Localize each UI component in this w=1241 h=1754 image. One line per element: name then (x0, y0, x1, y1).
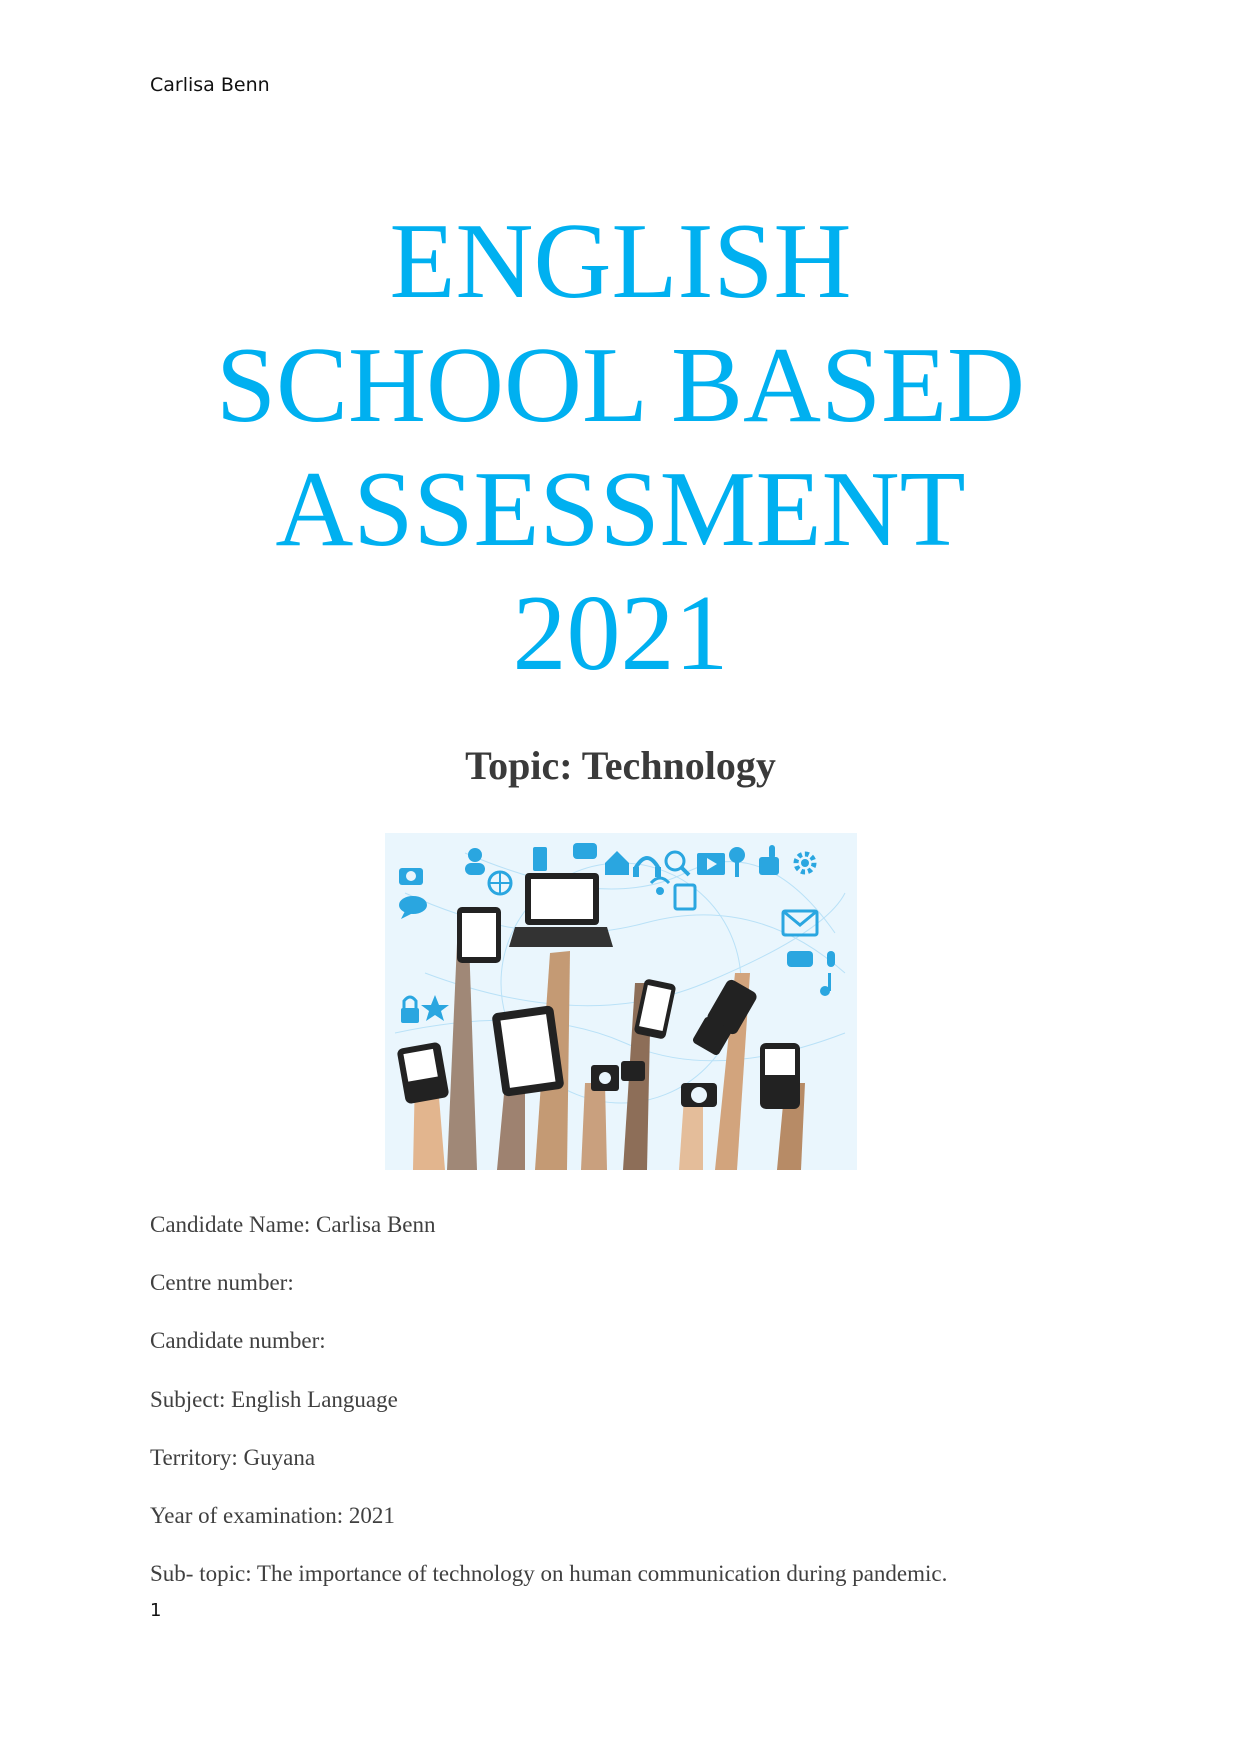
compact-camera-icon (681, 1083, 717, 1107)
globe-icon (489, 872, 511, 894)
subject-field: Subject: English Language (150, 1386, 398, 1412)
title-line: ENGLISH (389, 202, 852, 321)
document-title (0, 200, 1241, 696)
header-author: Carlisa Benn (150, 74, 270, 96)
title-line: 2021 (512, 574, 729, 693)
candidate-details (150, 1212, 947, 1619)
camera-icon (399, 868, 423, 885)
microphone-icon (827, 951, 835, 967)
territory-field: Territory: Guyana (150, 1444, 316, 1470)
technology-illustration (385, 833, 857, 1170)
video-icon (697, 853, 725, 875)
topic-heading: Topic: Technology (465, 743, 776, 788)
candidate-name-field: Candidate Name: Carlisa Benn (150, 1212, 436, 1237)
sms-icon (573, 843, 597, 859)
candidate-number-field: Candidate number: (150, 1328, 326, 1354)
title-line: SCHOOL BASED (215, 326, 1026, 445)
chat-bubble-icon (787, 951, 813, 967)
phone-icon (533, 847, 547, 871)
page-number: 1 (150, 1600, 162, 1621)
sub-topic-field: Sub- topic: The importance of technology on human communication during pandemic. (150, 1561, 948, 1587)
tablet-large-icon (491, 1005, 564, 1097)
title-line: ASSESSMENT (275, 450, 966, 569)
exam-year-field: Year of examination: 2021 (150, 1502, 395, 1528)
keypad-phone-icon (760, 1043, 800, 1109)
tablet-icon (457, 907, 501, 963)
centre-number-field: Centre number: (150, 1270, 294, 1296)
